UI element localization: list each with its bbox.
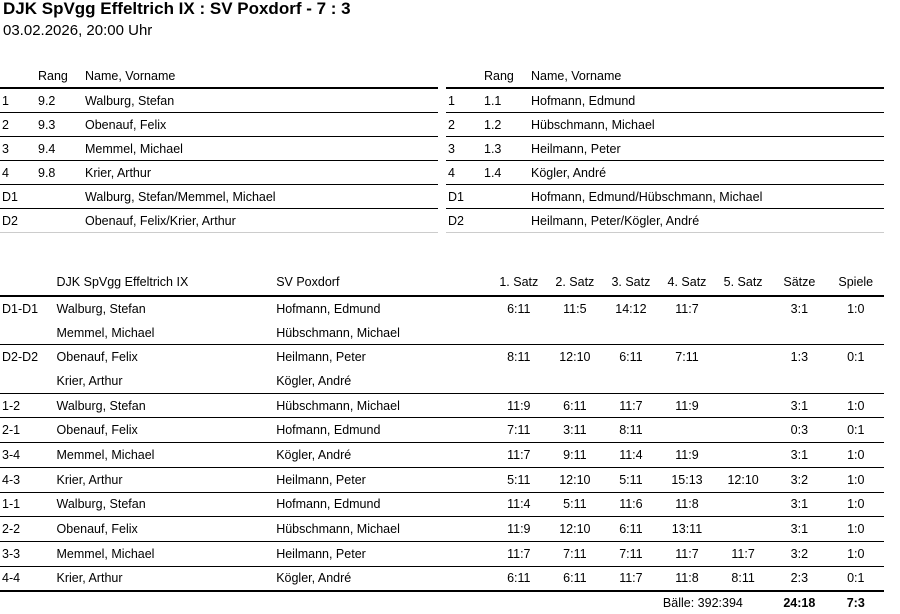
set1-score: 11:9 [507, 398, 531, 413]
games-score: 1:0 [847, 447, 865, 462]
set4-score: 11:7 [675, 301, 699, 316]
match-row [0, 296, 884, 321]
match-row [0, 321, 884, 345]
set3-score [603, 369, 659, 393]
lineup-position: 3 [2, 141, 9, 156]
lineup-name: Krier, Arthur [85, 165, 151, 180]
away-player: Hofmann, Edmund [276, 301, 381, 316]
set4-score [659, 418, 715, 443]
away-player: Hofmann, Edmund [276, 497, 381, 512]
set5-score: 8:11 [731, 571, 755, 586]
lineup-position: 2 [2, 117, 9, 132]
match-pairing: 2-2 [2, 522, 21, 537]
match-row [0, 393, 884, 418]
lineup-name: Memmel, Michael [85, 141, 183, 156]
sets-score: 3:1 [790, 497, 809, 512]
home-player: Obenauf, Felix [56, 522, 138, 537]
results-table [0, 269, 884, 614]
lineup-row [0, 137, 438, 161]
set2-score: 5:11 [563, 497, 587, 512]
lineup-name: Hofmann, Edmund [531, 93, 636, 108]
set3-score: 5:11 [619, 472, 643, 487]
set4-score [659, 321, 715, 345]
home-player: Obenauf, Felix [56, 423, 138, 438]
lineup-row [446, 137, 884, 161]
set2-score: 11:5 [563, 301, 587, 316]
set3-score: 6:11 [619, 522, 643, 537]
set1-score: 6:11 [507, 571, 531, 586]
set1-score: 11:9 [507, 522, 531, 537]
lineup-position: 1 [448, 93, 455, 108]
set3-score: 11:6 [619, 497, 643, 512]
games-score: 1:0 [847, 497, 865, 512]
home-player: Walburg, Stefan [56, 398, 146, 413]
lineup-rank: 9.2 [38, 93, 56, 108]
match-row [0, 369, 884, 393]
set5-score [715, 345, 771, 369]
lineup-rank: 1.2 [484, 117, 502, 132]
match-pairing: 3-4 [2, 447, 21, 462]
away-lineup-table [446, 65, 884, 233]
set3-score: 11:7 [619, 398, 643, 413]
set3-score: 6:11 [619, 350, 643, 365]
lineup-name: Obenauf, Felix/Krier, Arthur [85, 213, 236, 228]
set1-score [491, 321, 547, 345]
away-player: Kögler, André [276, 373, 352, 388]
set4-score: 11:8 [675, 571, 699, 586]
set5-score [715, 393, 771, 418]
set2-score: 12:10 [559, 522, 591, 537]
lineup-row [446, 185, 884, 209]
match-row [0, 418, 884, 443]
set3-score [603, 321, 659, 345]
set1-score: 8:11 [507, 350, 531, 365]
set5-score [715, 296, 771, 321]
lineup-header-row [446, 65, 884, 88]
match-pairing: 2-1 [2, 423, 21, 438]
lineup-name: Heilmann, Peter/Kögler, André [531, 213, 700, 228]
sets-score: 3:1 [790, 301, 809, 316]
lineup-rank [38, 209, 85, 233]
match-row [0, 566, 884, 591]
home-player: Memmel, Michael [56, 325, 155, 340]
set5-score: 11:7 [731, 546, 755, 561]
set2-score [547, 369, 603, 393]
set4-score: 11:9 [675, 398, 699, 413]
set2-score: 3:11 [563, 423, 587, 438]
sets-score [771, 369, 827, 393]
set4-score: 11:7 [675, 546, 699, 561]
set4-header: 4. Satz [667, 275, 707, 289]
balls-total: Bälle: 392:394 [662, 596, 743, 611]
away-player: Hübschmann, Michael [276, 398, 400, 413]
name-header: Name, Vorname [531, 69, 622, 83]
set1-score [491, 369, 547, 393]
match-row [0, 492, 884, 517]
games-score: 1:0 [847, 522, 865, 537]
away-team-header: SV Poxdorf [276, 275, 340, 289]
lineup-name: Kögler, André [531, 165, 607, 180]
match-pairing: 1-1 [2, 497, 21, 512]
sets-score: 3:1 [790, 522, 809, 537]
sets-score: 0:3 [790, 423, 809, 438]
set3-score: 11:4 [619, 447, 643, 462]
set1-score: 6:11 [507, 301, 531, 316]
lineup-position: D2 [2, 213, 18, 228]
lineup-rank: 1.1 [484, 93, 502, 108]
set4-score: 15:13 [671, 472, 703, 487]
match-row [0, 541, 884, 566]
set2-score: 6:11 [563, 398, 587, 413]
lineup-rank [484, 185, 531, 209]
set4-score [659, 369, 715, 393]
away-player: Heilmann, Peter [276, 350, 366, 365]
games-score [828, 369, 884, 393]
lineup-position: 4 [2, 165, 9, 180]
lineup-name: Heilmann, Peter [531, 141, 621, 156]
sets-score: 1:3 [790, 350, 809, 365]
match-pairing: 3-3 [2, 546, 21, 561]
set2-score: 7:11 [563, 546, 587, 561]
games-header: Spiele [838, 275, 874, 289]
lineup-name: Hübschmann, Michael [531, 117, 655, 132]
away-player: Heilmann, Peter [276, 546, 366, 561]
match-pairing: 4-3 [2, 472, 21, 487]
set5-score [715, 321, 771, 345]
set4-score: 11:8 [675, 497, 699, 512]
away-player: Hübschmann, Michael [276, 522, 400, 537]
name-header: Name, Vorname [85, 69, 176, 83]
set5-score [715, 492, 771, 517]
games-score: 1:0 [847, 301, 865, 316]
lineup-name: Obenauf, Felix [85, 117, 167, 132]
lineup-position: D1 [448, 189, 464, 204]
set5-score [715, 517, 771, 542]
lineup-row [446, 161, 884, 185]
lineup-row [0, 113, 438, 137]
match-row [0, 345, 884, 369]
games-score: 0:1 [847, 423, 865, 438]
away-player: Hofmann, Edmund [276, 423, 381, 438]
lineup-row [446, 209, 884, 233]
home-team-header: DJK SpVgg Effeltrich IX [56, 275, 189, 289]
away-player: Kögler, André [276, 571, 352, 586]
lineup-rank: 1.4 [484, 165, 502, 180]
set4-score: 13:11 [671, 522, 703, 537]
away-player: Hübschmann, Michael [276, 325, 400, 340]
lineup-row [446, 113, 884, 137]
lineup-name: Walburg, Stefan/Memmel, Michael [85, 189, 276, 204]
lineup-rank [484, 209, 531, 233]
match-pairing [0, 321, 57, 345]
lineup-position: 2 [448, 117, 455, 132]
home-player: Memmel, Michael [56, 447, 155, 462]
home-player: Obenauf, Felix [56, 350, 138, 365]
away-player: Heilmann, Peter [276, 472, 366, 487]
home-player: Memmel, Michael [56, 546, 155, 561]
lineup-rank: 1.3 [484, 141, 502, 156]
set2-score: 12:10 [559, 350, 591, 365]
set2-score: 12:10 [559, 472, 591, 487]
sets-score: 3:2 [790, 472, 809, 487]
set4-score: 11:9 [675, 447, 699, 462]
home-player: Krier, Arthur [56, 472, 123, 487]
set5-score [715, 418, 771, 443]
lineup-row [0, 209, 438, 233]
set3-header: 3. Satz [611, 275, 651, 289]
home-player: Walburg, Stefan [56, 301, 146, 316]
set4-score: 7:11 [675, 350, 699, 365]
lineup-row [0, 185, 438, 209]
lineup-row [0, 88, 438, 113]
set3-score: 8:11 [619, 423, 643, 438]
match-row [0, 517, 884, 542]
match-title: DJK SpVgg Effeltrich IX : SV Poxdorf - 7 : 3 [3, 0, 351, 18]
away-player: Kögler, André [276, 447, 352, 462]
rank-header: Rang [484, 69, 514, 83]
set5-score [715, 443, 771, 468]
lineup-rank: 9.3 [38, 117, 56, 132]
lineup-position: D2 [448, 213, 464, 228]
set1-score: 5:11 [507, 472, 531, 487]
sets-score: 2:3 [790, 571, 809, 586]
set1-score: 11:4 [507, 497, 531, 512]
sets-score: 3:1 [790, 447, 809, 462]
set5-score: 12:10 [727, 472, 759, 487]
games-score: 0:1 [847, 350, 865, 365]
match-pairing: D2-D2 [2, 350, 39, 365]
home-lineup-table [0, 65, 438, 233]
rank-header: Rang [38, 69, 68, 83]
set3-score: 14:12 [615, 301, 647, 316]
games-score: 1:0 [847, 472, 865, 487]
sets-score: 3:2 [790, 546, 809, 561]
sets-score [771, 321, 827, 345]
results-header-row [0, 269, 884, 296]
games-score: 0:1 [847, 571, 865, 586]
games-score: 1:0 [847, 546, 865, 561]
lineup-row [0, 161, 438, 185]
match-row [0, 443, 884, 468]
set2-score [547, 321, 603, 345]
lineup-position: D1 [2, 189, 18, 204]
set1-score: 11:7 [507, 546, 531, 561]
lineup-rank: 9.4 [38, 141, 56, 156]
match-pairing [0, 369, 57, 393]
lineup-rank [38, 185, 85, 209]
lineup-header-row [0, 65, 438, 88]
lineup-name: Walburg, Stefan [85, 93, 175, 108]
match-pairing: 1-2 [2, 398, 21, 413]
lineup-name: Hofmann, Edmund/Hübschmann, Michael [531, 189, 763, 204]
set2-score: 9:11 [563, 447, 587, 462]
set1-score: 7:11 [507, 423, 531, 438]
games-score: 1:0 [847, 398, 865, 413]
set5-score [715, 369, 771, 393]
home-player: Krier, Arthur [56, 571, 123, 586]
match-pairing: 4-4 [2, 571, 21, 586]
set1-header: 1. Satz [499, 275, 539, 289]
set1-score: 11:7 [507, 447, 531, 462]
set2-header: 2. Satz [555, 275, 595, 289]
match-datetime: 03.02.2026, 20:00 Uhr [3, 22, 153, 39]
games-total: 7:3 [846, 596, 865, 611]
home-player: Walburg, Stefan [56, 497, 146, 512]
set2-score: 6:11 [563, 571, 587, 586]
set3-score: 11:7 [619, 571, 643, 586]
set3-score: 7:11 [619, 546, 643, 561]
sets-total: 24:18 [783, 596, 816, 611]
lineup-row [446, 88, 884, 113]
games-score [828, 321, 884, 345]
lineup-position: 1 [2, 93, 9, 108]
sets-header: Sätze [783, 275, 816, 289]
home-player: Krier, Arthur [56, 373, 123, 388]
lineup-position: 3 [448, 141, 455, 156]
match-row [0, 467, 884, 492]
lineup-position: 4 [448, 165, 455, 180]
lineup-rank: 9.8 [38, 165, 56, 180]
match-pairing: D1-D1 [2, 301, 39, 316]
set5-header: 5. Satz [723, 275, 763, 289]
sets-score: 3:1 [790, 398, 809, 413]
